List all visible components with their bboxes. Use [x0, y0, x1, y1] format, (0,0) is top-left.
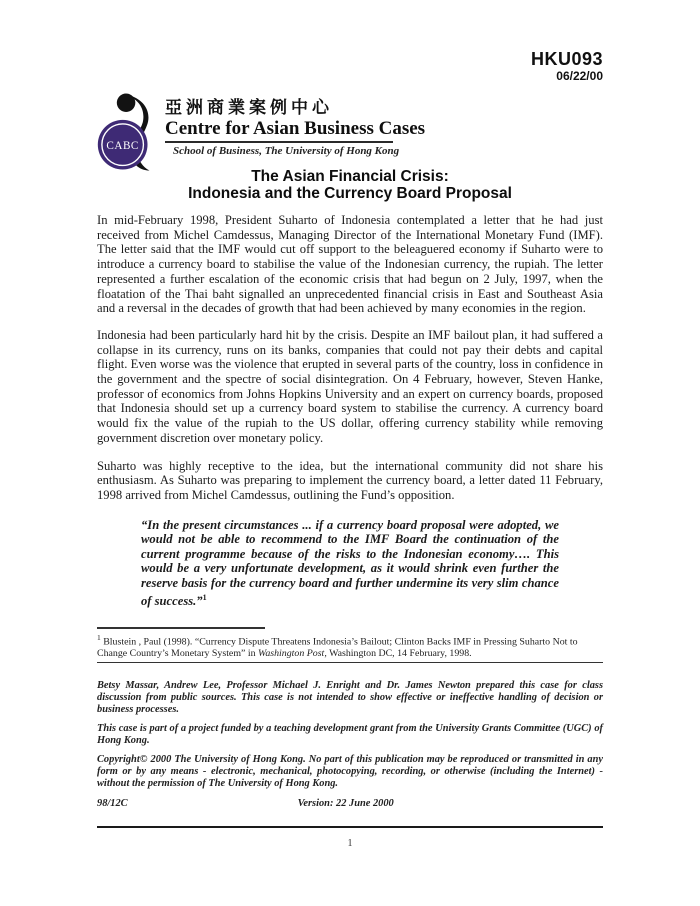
case-number: HKU093	[530, 49, 603, 69]
credits-authors: Betsy Massar, Andrew Lee, Professor Michael J. Enright and Dr. James Newton prepared this case for class discussion from public sources. This case is not intended to show effective or ineffective handling of decision or business processes.	[97, 679, 603, 715]
page-number: 1	[347, 838, 353, 849]
release-date: 06/22/00	[556, 69, 603, 83]
logo-wordmark	[165, 93, 425, 158]
quotation-text: “In the present circumstances ... if a currency board proposal were adopted, we would not be able to recommend to the IMF Board the continuation of the current programme because of the risks to the Indonesian economy…. This would be a very unfortunate development, as it would shrink even further the reserve basis for the currency board and further undermine its very slim chance of success.”	[141, 517, 559, 608]
document-header	[97, 0, 603, 84]
footnote-separator	[97, 627, 265, 629]
cabc-logo	[97, 93, 603, 167]
version-row	[97, 798, 603, 809]
body-paragraph-2: Indonesia had been particularly hard hit by the crisis. Despite an IMF bailout plan, it had suffered a collapse in its currency, runs on its banks, companies that could not pay their debts and capital flight. Even worse was the violence that erupted in several parts of the country, loss in confidence in the government and the spectre of social disintegration. On 4 February, however, Steven Hanke, professor of economics from Johns Hopkins University and an expert on currency boards, proposed that Indonesia should set up a currency board system to stabilise the currency. A currency board would fix the value of the rupiah to the US dollar, offering currency stability while removing government discretion over monetary policy.	[97, 327, 603, 445]
brush-head-dot	[117, 93, 136, 112]
logo-chinese-name: 亞洲商業案例中心	[165, 98, 333, 118]
logo-school-line: School of Business, The University of Hong Kong	[173, 145, 400, 157]
body-paragraph-3: Suharto was highly receptive to the idea, but the international community did not share his enthusiasm. As Suharto was preparing to implement the currency board, a letter dated 11 February, 1998 arrived from Michel Camdessus, outlining the Fund’s opposition.	[97, 458, 603, 502]
footnote-text: Blustein , Paul (1998). “Currency Dispute Threatens Indonesia’s Bailout; Clinton Backs IMF in Pressing Suharto Not to Change Country’s Monetary System” in	[97, 636, 578, 660]
content-column	[97, 0, 603, 809]
case-title-line2: Indonesia and the Currency Board Proposal	[188, 185, 512, 202]
footnote-ref-marker: 1	[202, 592, 207, 602]
logo-org-name: Centre for Asian Business Cases	[165, 118, 426, 139]
cabc-seal-text: CABC	[106, 140, 139, 153]
body-paragraph-1: In mid-February 1998, President Suharto of Indonesia contemplated a letter that he had just received from Michel Camdessus, Managing Director of the International Monetary Fund (IMF). The letter said that the IMF would cut off support to the beleaguered economy if Suharto were to introduce a currency board to stabilise the value of the Indonesian currency, the rupiah. The letter represented a further escalation of the economic crisis that had begun on 2 July, 1997, when the floatation of the Thai baht signalled an unprecedented financial crisis in East and Southeast Asia and a reversal in the decades of growth that had been achieved by many economies in the region.	[97, 213, 603, 316]
case-title-line1: The Asian Financial Crisis:	[251, 168, 449, 185]
cabc-logo-icon	[97, 93, 161, 171]
credits-separator	[97, 662, 603, 663]
credits-copyright: Copyright© 2000 The University of Hong Kong. No part of this publication may be reproduced or transmitted in any form or by any means - electronic, mechanical, photocopying, recording, or otherwise (including the Internet) - without the permission of The University of Hong Kong.	[97, 753, 603, 789]
quotation-block	[141, 518, 559, 609]
credits-funding: This case is part of a project funded by a teaching development grant from the University Grants Committee (UGC) of Hong Kong.	[97, 722, 603, 746]
footnote	[97, 632, 603, 659]
case-ref-code: 98/12C	[97, 797, 128, 809]
case-title	[97, 168, 603, 202]
footnote-source-italic: Washington Post	[258, 648, 325, 660]
footer-rule	[97, 826, 603, 828]
footnote-number: 1	[97, 633, 101, 643]
version-label: Version: 22 June 2000	[297, 797, 394, 809]
footnote-text-tail: , Washington DC, 14 February, 1998.	[324, 648, 472, 660]
